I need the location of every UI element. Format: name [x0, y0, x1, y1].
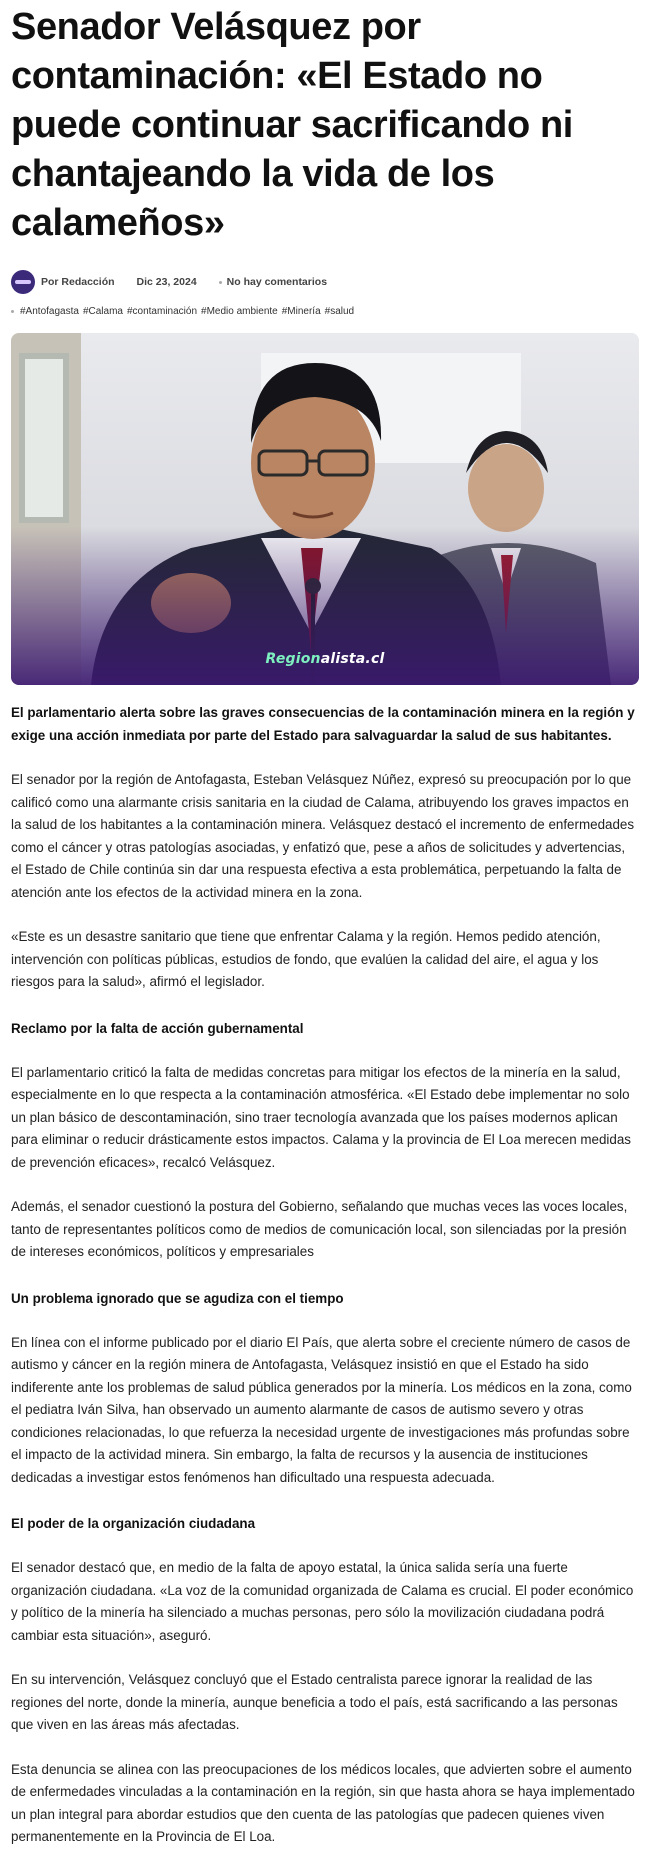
tag-link[interactable]: #Antofagasta	[20, 306, 79, 317]
article-lead: El parlamentario alerta sobre las graves consecuencias de la contaminación minera en la región y exige una acción inmediata por parte del Estado para salvaguardar la salud de sus habitantes.	[11, 705, 635, 743]
paragraph: El senador por la región de Antofagasta, Esteban Velásquez Núñez, expresó su preocupación por lo que calificó como una alarmante crisis sanitaria en la ciudad de Calama, atribuyendo los graves impactos en la salud de los habitantes a la contaminación minera. Velásquez destacó el incremento de enfermedades como el cáncer y otras patologías asociadas, y enfatizó que, pese a años de solicitudes y advertencias, el Estado de Chile continúa sin dar una respuesta efectiva a esta problemática, perpetuando la falta de atención ante los efectos de la actividad minera en la zona.	[11, 772, 635, 900]
tag-link[interactable]: #salud	[324, 306, 355, 317]
tag-link[interactable]: #Medio ambiente	[201, 306, 278, 317]
tag-link[interactable]: #Calama	[82, 306, 123, 317]
author-avatar[interactable]	[11, 270, 35, 294]
featured-photo	[11, 333, 639, 685]
paragraph: En línea con el informe publicado por el diario El País, que alerta sobre el creciente número de casos de autismo y cáncer en la región minera de Antofagasta, Velásquez insistió en que el Estado ha sido indiferente ante los problemas de salud pública generados por la minería. Los médicos en la zona, como el pediatra Iván Silva, han observado un aumento alarmante de casos de autismo severo y otras condiciones relacionadas, lo que refuerza la necesidad urgente de investigaciones más profundas sobre el impacto de la actividad minera. Sin embargo, la falta de recursos y la ausencia de instituciones dedicadas a investigar estos fenómenos han dificultado una respuesta adecuada.	[11, 1334, 632, 1485]
publish-date: Dic 23, 2024	[136, 276, 197, 288]
paragraph: «Este es un desastre sanitario que tiene que enfrentar Calama y la región. Hemos pedido atención, intervención con políticas públicas, estudios de fondo, que evalúen la calidad del aire, el agua y los riesgos para la salud», afirmó el legislador.	[11, 929, 601, 989]
section-heading: El poder de la organización ciudadana	[11, 1516, 256, 1531]
section-heading: Reclamo por la falta de acción gubernamental	[11, 1020, 304, 1036]
tag-link[interactable]: #Minería	[281, 306, 321, 317]
featured-image	[11, 333, 639, 685]
comments-link[interactable]: No hay comentarios	[219, 276, 327, 288]
bullet-icon	[11, 310, 14, 313]
watermark-logo: Regionalista.cl	[265, 651, 385, 667]
section-heading: Un problema ignorado que se agudiza con el tiempo	[11, 1290, 344, 1306]
tag-link[interactable]: #contaminación	[126, 306, 198, 317]
paragraph: Además, el senador cuestionó la postura del Gobierno, señalando que muchas veces las voces locales, tanto de representantes políticos como de medios de comunicación local, son silenciadas por la presión de intereses económicos, políticos y empresariales	[11, 1199, 628, 1259]
paragraph: El parlamentario criticó la falta de medidas concretas para mitigar los efectos de la minería en la salud, especialmente en lo que respecta a la contaminación atmosférica. «El Estado debe implementar no solo un plan básico de descontaminación, sino traer tecnología avanzada que los países modernos aplican para eliminar o reducir drásticamente estos impactos. Calama y la provincia de El Loa merecen medidas de prevención eficaces», recalcó Velásquez.	[11, 1064, 631, 1170]
paragraph: El senador destacó que, en medio de la falta de apoyo estatal, la única salida sería una fuerte organización ciudadana. «La voz de la comunidad organizada de Calama es crucial. El poder económico y político de la minería ha silenciado a muchas personas, pero sólo la movilización ciudadana podrá cambiar esta situación», aseguró.	[11, 1560, 634, 1643]
tag-list	[11, 306, 639, 317]
paragraph: Esta denuncia se alinea con las preocupaciones de los médicos locales, que advierten sobre el aumento de enfermedades vinculadas a la contaminación en la región, sin que hasta ahora se haya implementado un plan integral para abordar estudios que den cuenta de las patologías que padecen quienes viven permanentemente en la Provincia de El Loa.	[11, 1761, 635, 1844]
paragraph: En su intervención, Velásquez concluyó que el Estado centralista parece ignorar la realidad de las regiones del norte, donde la minería, aunque beneficia a todo el país, está sacrificando a las personas que viven en las áreas más afectadas.	[11, 1672, 618, 1732]
author-link[interactable]: Por Redacción	[41, 276, 115, 288]
article-meta	[11, 270, 639, 294]
article-title: Senador Velásquez por contaminación: «El Estado no puede continuar sacrificando ni chantajeando la vida de los calameños»	[11, 6, 573, 244]
